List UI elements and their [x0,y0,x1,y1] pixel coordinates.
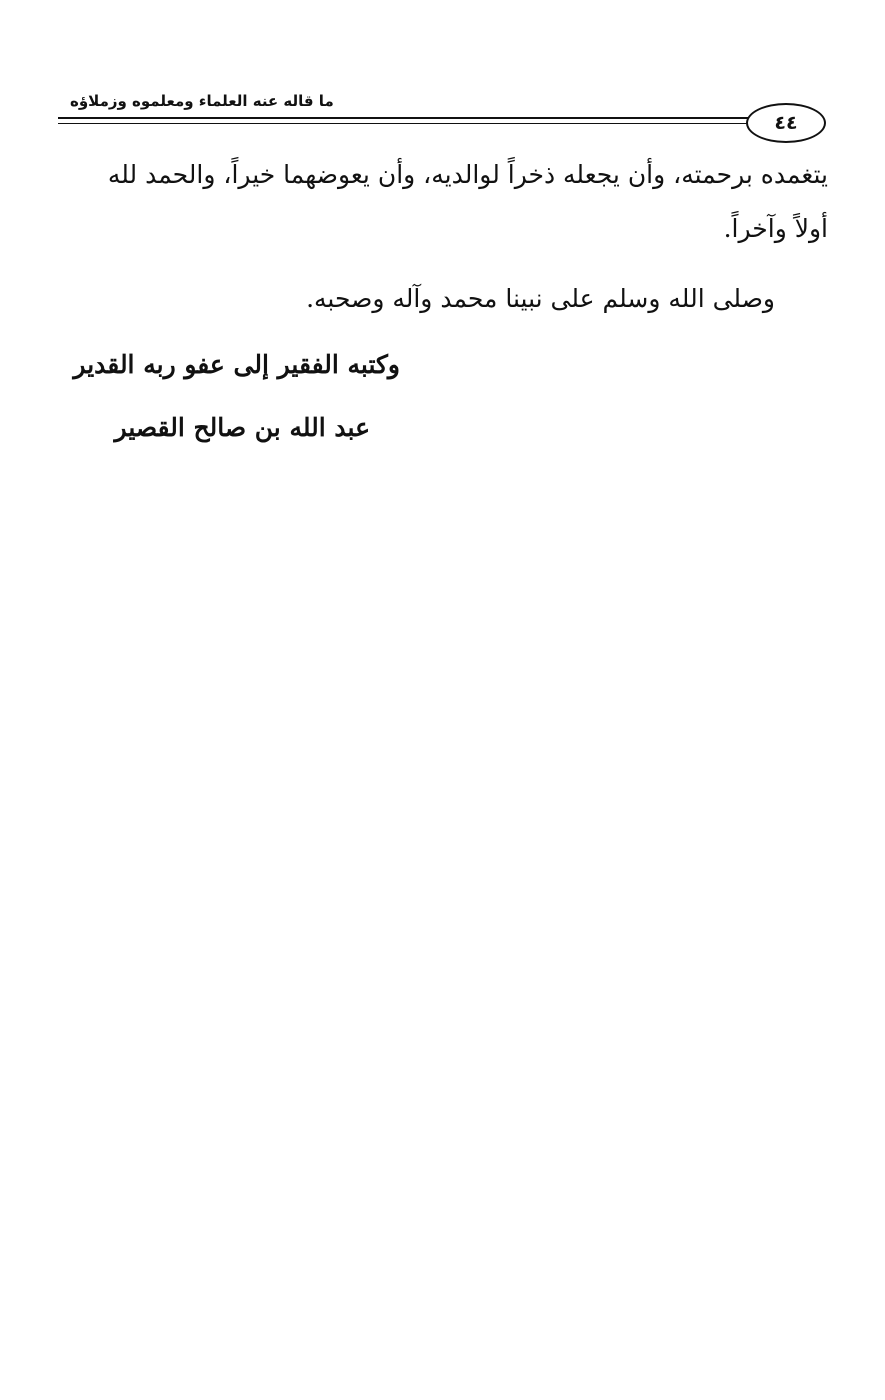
body-line: أولاً وآخراً. [723,214,828,243]
signature-name: عبد الله بن صالح القصير [114,413,370,442]
body-line: وصلى الله وسلم على نبينا محمد وآله وصحبه. [306,284,775,313]
body-line: يتغمده برحمته، وأن يجعله ذخراً لوالديه، وأن يعوضهما خيراً، والحمد لله [107,160,828,189]
signature-line: وكتبه الفقير إلى عفو ربه القدير [73,350,400,379]
page-number: ٤٤ [746,103,826,143]
header-rule-bottom [58,123,752,124]
header-rule-top [58,117,752,119]
header-title: ما قاله عنه العلماء ومعلموه وزملاؤه [70,92,334,110]
